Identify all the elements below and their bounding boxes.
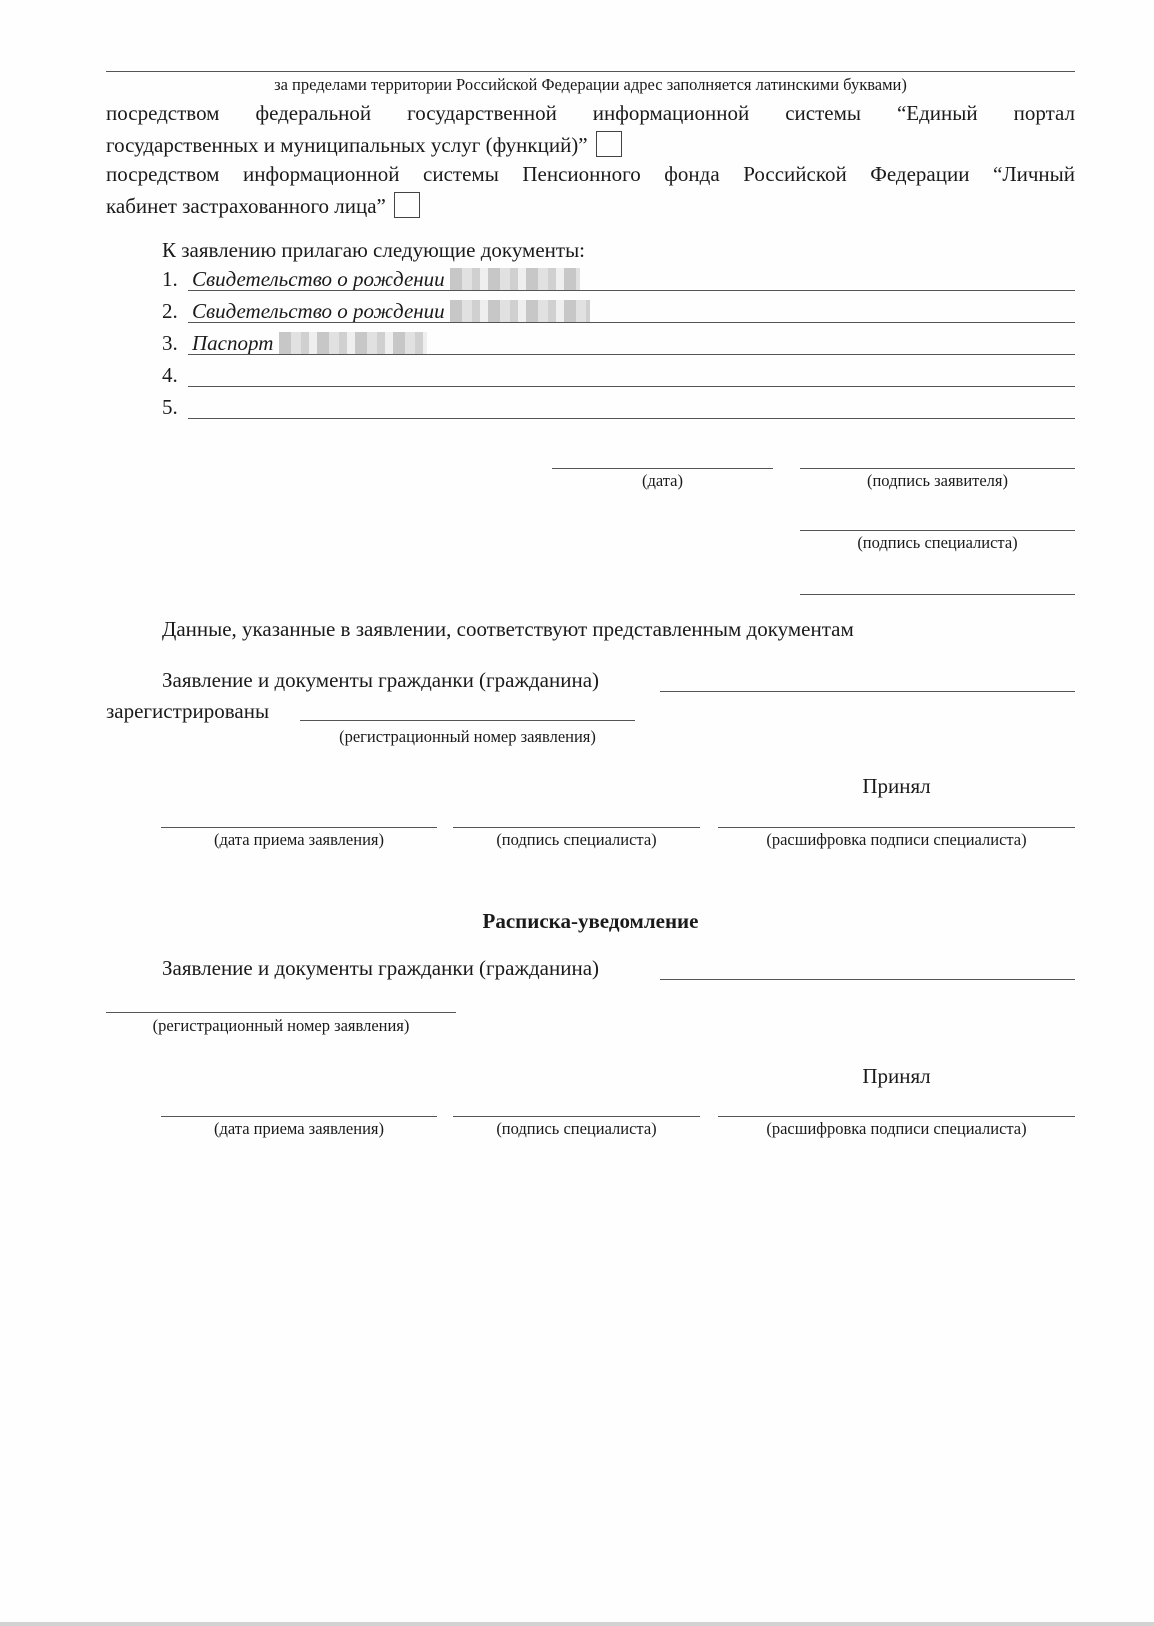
reg-number-line[interactable] bbox=[300, 720, 635, 721]
extra-signature-line[interactable] bbox=[800, 594, 1075, 595]
accept-date-label: (дата приема заявления) bbox=[214, 830, 384, 849]
address-field-line[interactable] bbox=[106, 71, 1075, 72]
verification-statement: Данные, указанные в заявлении, соответствуют представленным документам bbox=[162, 617, 854, 641]
attachment-line[interactable] bbox=[188, 290, 1075, 291]
attachment-line[interactable] bbox=[188, 354, 1075, 355]
receipt-reg-number-label: (регистрационный номер заявления) bbox=[152, 1016, 410, 1035]
attachment-text: Свидетельство о рождении bbox=[192, 267, 580, 292]
redacted-text bbox=[450, 268, 580, 290]
option-gosuslugi-checkbox[interactable] bbox=[596, 131, 622, 157]
receipt-signature-line[interactable] bbox=[453, 1116, 700, 1117]
attachment-text: Свидетельство о рождении bbox=[192, 299, 590, 324]
accept-name-label: (расшифровка подписи специалиста) bbox=[766, 830, 1027, 849]
option-pfr-line2 bbox=[106, 192, 420, 219]
receipt-citizen-name-line[interactable] bbox=[660, 979, 1075, 980]
accept-signature-label: (подпись специалиста) bbox=[496, 830, 657, 849]
verification-docs-line: Заявление и документы гражданки (гражданина) bbox=[162, 668, 600, 692]
applicant-signature-label: (подпись заявителя) bbox=[866, 471, 1009, 490]
citizen-name-line[interactable] bbox=[660, 691, 1075, 692]
registered-label: зарегистрированы bbox=[106, 699, 270, 723]
attachment-line[interactable] bbox=[188, 322, 1075, 323]
receipt-accepted-label: Принял bbox=[862, 1064, 931, 1088]
specialist-signature-line[interactable] bbox=[800, 530, 1075, 531]
attachment-num: 5. bbox=[162, 395, 178, 419]
receipt-title: Расписка-уведомление bbox=[482, 909, 699, 933]
receipt-date-line[interactable] bbox=[161, 1116, 437, 1117]
receipt-date-label: (дата приема заявления) bbox=[214, 1119, 384, 1138]
accept-date-line[interactable] bbox=[161, 827, 437, 828]
accept-name-line[interactable] bbox=[718, 827, 1075, 828]
date-label: (дата) bbox=[641, 471, 684, 490]
attachment-num: 4. bbox=[162, 363, 178, 387]
attachment-num: 2. bbox=[162, 299, 178, 323]
receipt-name-line[interactable] bbox=[718, 1116, 1075, 1117]
option-gosuslugi-line1: посредством федеральной государственной информационной системы “Единый портал bbox=[106, 101, 1075, 125]
address-note: за пределами территории Российской Федерации адрес заполняется латинскими буквами) bbox=[274, 75, 907, 94]
receipt-reg-number-line[interactable] bbox=[106, 1012, 456, 1013]
attachment-num: 1. bbox=[162, 267, 178, 291]
receipt-signature-label: (подпись специалиста) bbox=[496, 1119, 657, 1138]
accepted-label: Принял bbox=[862, 774, 931, 798]
attachments-heading: К заявлению прилагаю следующие документы: bbox=[162, 238, 586, 262]
option-pfr-checkbox[interactable] bbox=[394, 192, 420, 218]
option-pfr-line1: посредством информационной системы Пенсионного фонда Российской Федерации “Личный bbox=[106, 162, 1075, 186]
receipt-name-label: (расшифровка подписи специалиста) bbox=[766, 1119, 1027, 1138]
option-gosuslugi-line2 bbox=[106, 131, 622, 158]
attachment-line[interactable] bbox=[188, 418, 1075, 419]
specialist-signature-label: (подпись специалиста) bbox=[857, 533, 1018, 552]
page-bottom-edge bbox=[0, 1622, 1154, 1626]
redacted-text bbox=[279, 332, 427, 354]
reg-number-label: (регистрационный номер заявления) bbox=[339, 727, 596, 746]
attachment-text: Паспорт bbox=[192, 331, 427, 356]
option-pfr-label: кабинет застрахованного лица” bbox=[106, 194, 386, 218]
redacted-text bbox=[450, 300, 590, 322]
receipt-docs-line: Заявление и документы гражданки (гражданина) bbox=[162, 956, 600, 980]
date-field-line[interactable] bbox=[552, 468, 773, 469]
attachment-num: 3. bbox=[162, 331, 178, 355]
attachment-line[interactable] bbox=[188, 386, 1075, 387]
applicant-signature-line[interactable] bbox=[800, 468, 1075, 469]
accept-signature-line[interactable] bbox=[453, 827, 700, 828]
option-gosuslugi-label: государственных и муниципальных услуг (функций)” bbox=[106, 133, 588, 157]
